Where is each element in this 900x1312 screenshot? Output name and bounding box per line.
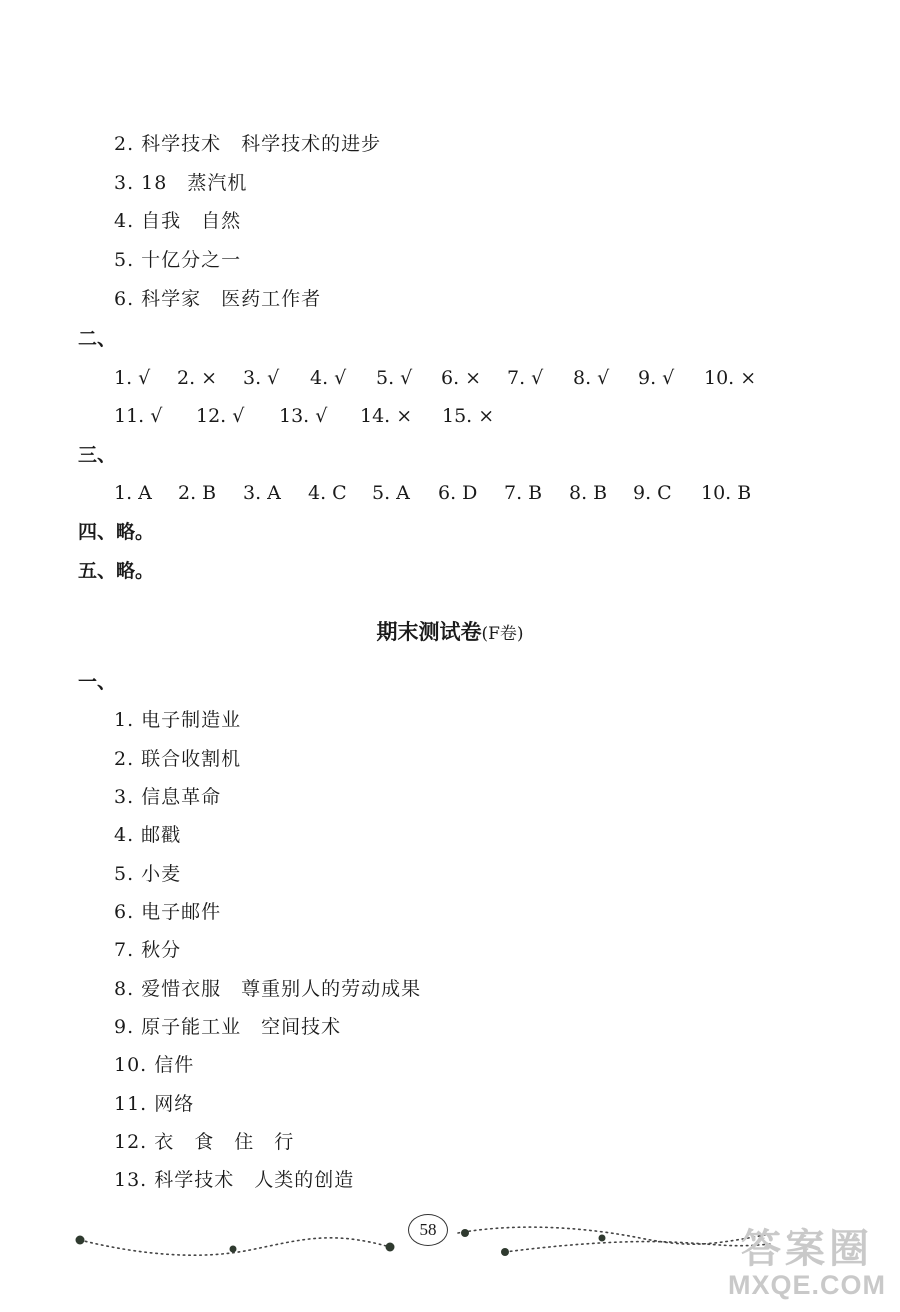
page-number: 58 (408, 1214, 448, 1246)
answer-line: 5. 十亿分之一 (114, 249, 242, 271)
answer-line: 12. 衣 食 住 行 (114, 1131, 295, 1153)
answer-item: 7. B (504, 482, 543, 504)
answer-item: 7. √ (507, 367, 544, 389)
answer-item: 5. √ (376, 367, 413, 389)
answer-item: 3. A (243, 482, 281, 504)
section-heading-3: 三、 (78, 444, 117, 466)
exam-title-main: 期末测试卷 (376, 619, 482, 644)
answer-item: 2. B (178, 482, 217, 504)
answer-item: 15. × (442, 405, 495, 427)
exam-title-sub: (F卷) (481, 624, 524, 644)
answer-line: 9. 原子能工业 空间技术 (114, 1016, 342, 1038)
answer-line: 4. 邮戳 (114, 824, 182, 846)
watermark-url: MXQE.COM (727, 1270, 886, 1300)
answer-line: 6. 电子邮件 (114, 901, 222, 923)
answer-line: 2. 联合收割机 (114, 748, 242, 770)
answer-item: 2. × (177, 367, 218, 389)
answer-item: 12. √ (196, 405, 245, 427)
answer-item: 9. √ (638, 367, 675, 389)
answer-item: 8. √ (573, 367, 610, 389)
answer-item: 11. √ (114, 405, 163, 427)
answer-line: 3. 信息革命 (114, 786, 222, 808)
answer-line: 1. 电子制造业 (114, 709, 242, 731)
answer-item: 4. √ (310, 367, 347, 389)
answer-line: 4. 自我 自然 (114, 210, 242, 232)
answer-item: 10. B (701, 482, 752, 504)
answer-item: 1. A (114, 482, 152, 504)
answer-line: 7. 秋分 (114, 939, 182, 961)
section-heading-4: 四、略。 (78, 521, 155, 543)
answer-item: 1. √ (114, 367, 151, 389)
watermark-text: 答案圈 (740, 1227, 873, 1271)
answer-line: 10. 信件 (114, 1054, 195, 1076)
section-heading-5: 五、略。 (78, 560, 155, 582)
answer-item: 5. A (372, 482, 410, 504)
answer-item: 8. B (569, 482, 608, 504)
answer-line: 11. 网络 (114, 1093, 195, 1115)
answer-item: 13. √ (279, 405, 328, 427)
answer-line: 13. 科学技术 人类的创造 (114, 1169, 355, 1191)
answer-line: 5. 小麦 (114, 863, 182, 885)
answer-item: 9. C (633, 482, 672, 504)
answer-line: 3. 18 蒸汽机 (114, 172, 248, 194)
answer-item: 10. × (704, 367, 757, 389)
answer-item: 14. × (360, 405, 413, 427)
answer-line: 2. 科学技术 科学技术的进步 (114, 133, 382, 155)
exam-title (0, 616, 900, 646)
answer-item: 6. × (441, 367, 482, 389)
section-heading-2: 二、 (78, 328, 117, 350)
answer-line: 6. 科学家 医药工作者 (114, 288, 322, 310)
section-heading-1: 一、 (78, 671, 117, 693)
answer-item: 6. D (438, 482, 478, 504)
watermark (728, 1228, 886, 1300)
answer-line: 8. 爱惜衣服 尊重别人的劳动成果 (114, 978, 422, 1000)
answer-item: 4. C (308, 482, 347, 504)
answer-item: 3. √ (243, 367, 280, 389)
